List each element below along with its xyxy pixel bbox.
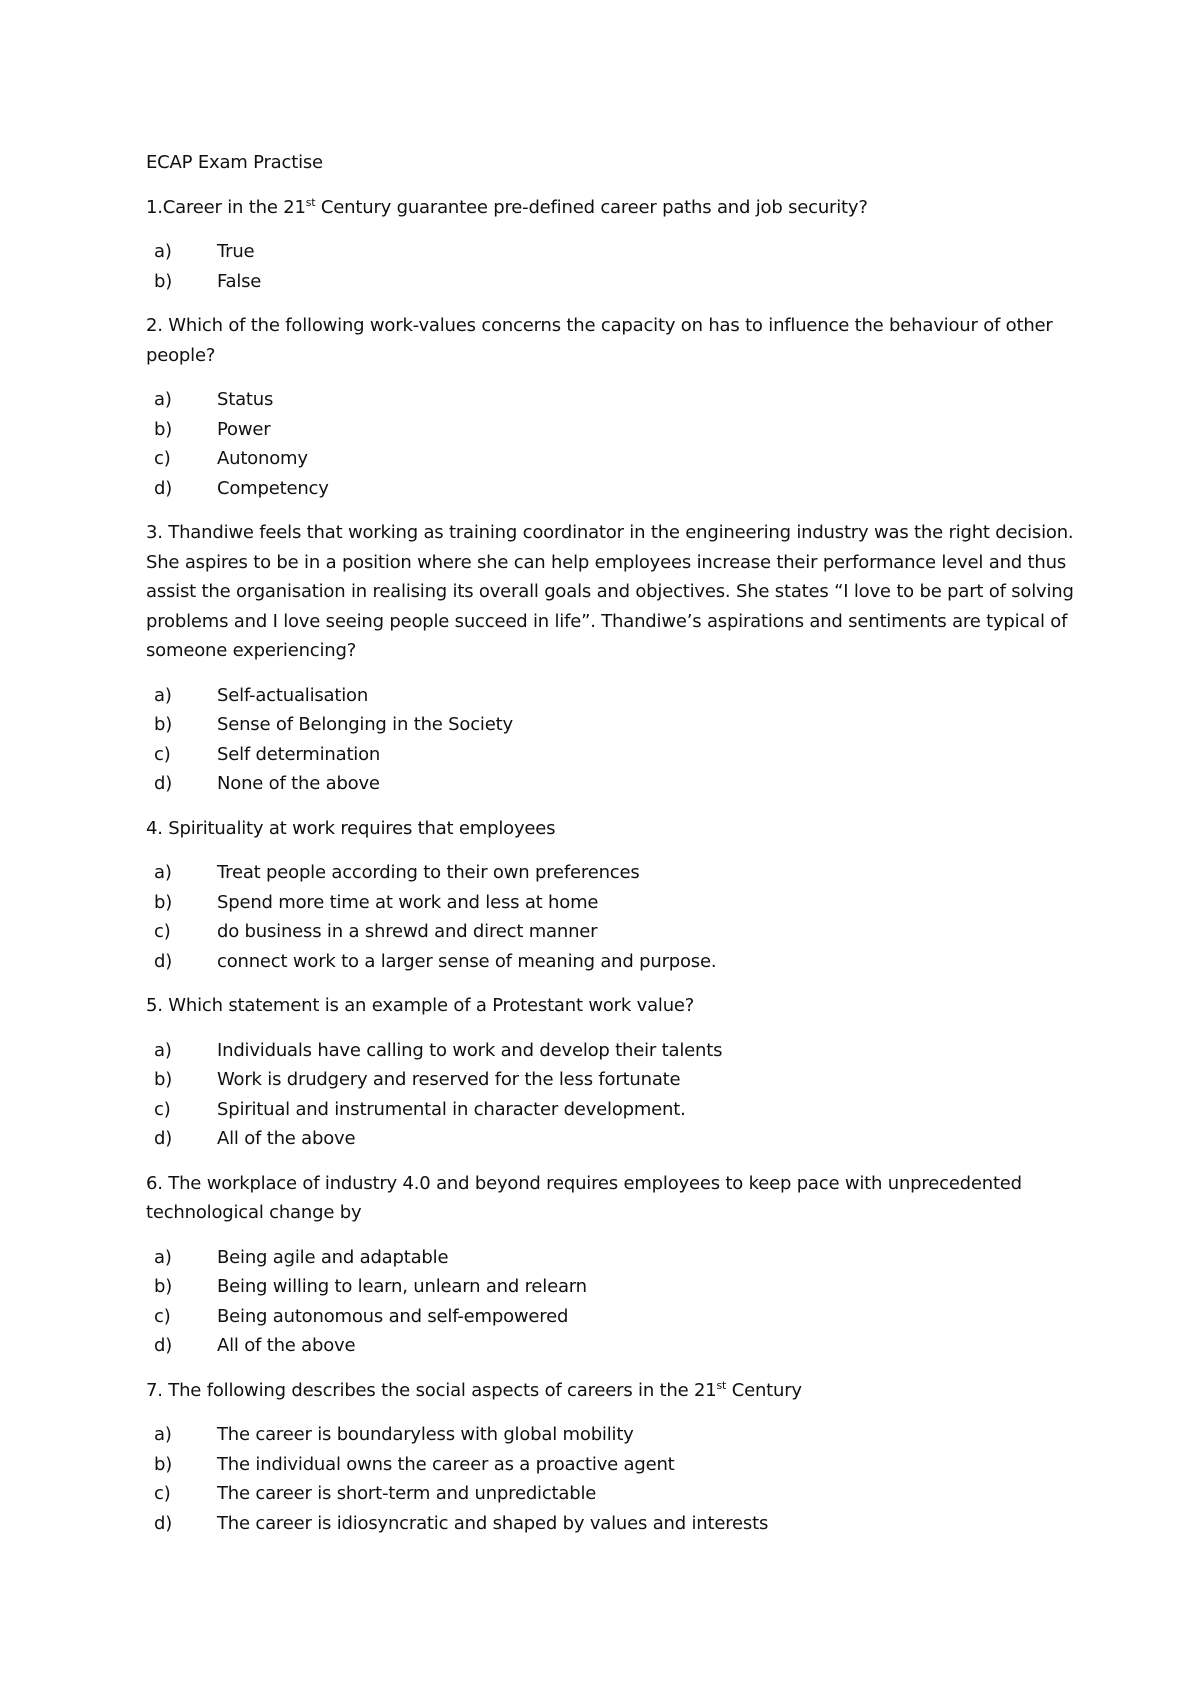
option-c [146, 1479, 1076, 1509]
question-text: 3. Thandiwe feels that working as training coordinator in the engineering industry was the right decision. She aspires to be in a position where she can help employees increase their performance level and thus assist the organisation in realising its overall goals and objectives. She states “I love to be part of solving problems and I love seeing people succeed in life”. Thandiwe’s aspirations and sentiments are typical of someone experiencing? [146, 522, 1074, 661]
option-text: Competency [217, 477, 329, 499]
options-list [146, 237, 1076, 296]
option-b [146, 888, 1076, 918]
option-b [146, 415, 1076, 445]
option-text: Work is drudgery and reserved for the less fortunate [217, 1069, 681, 1090]
option-text: Self determination [217, 743, 381, 765]
option-d [146, 1509, 1076, 1539]
options-list [146, 1420, 1076, 1538]
question-5 [146, 991, 1076, 1154]
question-6 [146, 1169, 1076, 1361]
options-list [146, 385, 1076, 503]
option-letter: b) [154, 891, 173, 913]
option-b [146, 1065, 1076, 1095]
question-text-end: Century guarantee pre-defined career paths and job security? [315, 196, 868, 218]
option-text: Status [217, 389, 274, 410]
options-list [146, 681, 1076, 799]
option-text: The individual owns the career as a proactive agent [217, 1453, 675, 1475]
option-letter: d) [154, 1335, 173, 1356]
option-a [146, 858, 1076, 888]
option-text: False [217, 270, 262, 292]
options-list [146, 858, 1076, 976]
option-b [146, 1450, 1076, 1480]
option-letter: c) [154, 1305, 171, 1327]
option-letter: d) [154, 1512, 173, 1534]
option-d [146, 769, 1076, 799]
option-text: The career is idiosyncratic and shaped by values and interests [217, 1512, 769, 1534]
option-text: All of the above [217, 1128, 356, 1149]
option-c [146, 1302, 1076, 1332]
option-letter: a) [154, 1424, 172, 1445]
option-text: Individuals have calling to work and develop their talents [217, 1039, 723, 1061]
question-text-start: 1.Career in the 21 [146, 196, 306, 218]
question-text-start: 7. The following describes the social aspects of careers in the 21 [146, 1379, 717, 1401]
option-c [146, 917, 1076, 947]
option-letter: a) [154, 241, 172, 262]
document-page [146, 148, 1076, 1553]
option-letter: b) [154, 1069, 173, 1090]
option-letter: a) [154, 1039, 172, 1061]
option-d [146, 1124, 1076, 1154]
options-list [146, 1036, 1076, 1154]
options-list [146, 1243, 1076, 1361]
option-letter: b) [154, 714, 173, 735]
option-letter: a) [154, 684, 172, 706]
question-text: 2. Which of the following work-values concerns the capacity on has to influence the behaviour of other people? [146, 315, 1053, 366]
option-a [146, 1036, 1076, 1066]
option-letter: a) [154, 862, 172, 883]
question-text [146, 193, 1076, 223]
option-letter: d) [154, 477, 173, 499]
option-text: Being autonomous and self-empowered [217, 1305, 569, 1327]
option-c [146, 444, 1076, 474]
option-text: The career is short-term and unpredictable [217, 1483, 597, 1504]
question-3 [146, 518, 1076, 799]
option-letter: c) [154, 743, 171, 765]
superscript: st [716, 1378, 727, 1392]
option-d [146, 1331, 1076, 1361]
option-letter: c) [154, 921, 171, 942]
option-text: Being willing to learn, unlearn and relearn [217, 1276, 587, 1297]
option-b [146, 267, 1076, 297]
option-letter: a) [154, 389, 172, 410]
option-letter: d) [154, 1128, 173, 1149]
option-a [146, 681, 1076, 711]
question-text-end: Century [726, 1379, 802, 1401]
option-letter: d) [154, 773, 173, 794]
option-text: None of the above [217, 773, 380, 794]
option-a [146, 1243, 1076, 1273]
document-title: ECAP Exam Practise [146, 152, 323, 173]
option-letter: b) [154, 1453, 173, 1475]
option-text: Spend more time at work and less at home [217, 891, 599, 913]
option-letter: c) [154, 448, 171, 469]
option-a [146, 385, 1076, 415]
option-a [146, 237, 1076, 267]
option-letter: b) [154, 1276, 173, 1297]
question-7 [146, 1376, 1076, 1539]
question-1 [146, 193, 1076, 297]
option-text: Being agile and adaptable [217, 1246, 449, 1268]
option-d [146, 474, 1076, 504]
option-text: The career is boundaryless with global mobility [217, 1424, 634, 1445]
option-text: Autonomy [217, 448, 308, 469]
question-4 [146, 814, 1076, 977]
option-letter: b) [154, 270, 173, 292]
option-b [146, 710, 1076, 740]
option-text: do business in a shrewd and direct manner [217, 921, 598, 942]
option-letter: d) [154, 950, 173, 972]
question-text [146, 1376, 1076, 1406]
option-text: Spiritual and instrumental in character development. [217, 1098, 686, 1120]
option-letter: a) [154, 1246, 172, 1268]
option-text: Sense of Belonging in the Society [217, 714, 513, 735]
option-a [146, 1420, 1076, 1450]
option-d [146, 947, 1076, 977]
option-letter: c) [154, 1483, 171, 1504]
question-2 [146, 311, 1076, 503]
option-text: connect work to a larger sense of meaning and purpose. [217, 950, 717, 972]
option-c [146, 1095, 1076, 1125]
question-text: 6. The workplace of industry 4.0 and beyond requires employees to keep pace with unprecedented technological change by [146, 1172, 1022, 1223]
option-text: All of the above [217, 1335, 356, 1356]
superscript: st [305, 195, 316, 209]
option-letter: c) [154, 1098, 171, 1120]
option-b [146, 1272, 1076, 1302]
option-letter: b) [154, 418, 173, 440]
option-c [146, 740, 1076, 770]
question-text: 5. Which statement is an example of a Protestant work value? [146, 995, 695, 1016]
question-text: 4. Spirituality at work requires that employees [146, 817, 556, 839]
option-text: Treat people according to their own preferences [217, 862, 640, 883]
option-text: True [217, 241, 255, 262]
option-text: Self-actualisation [217, 684, 369, 706]
option-text: Power [217, 418, 271, 440]
